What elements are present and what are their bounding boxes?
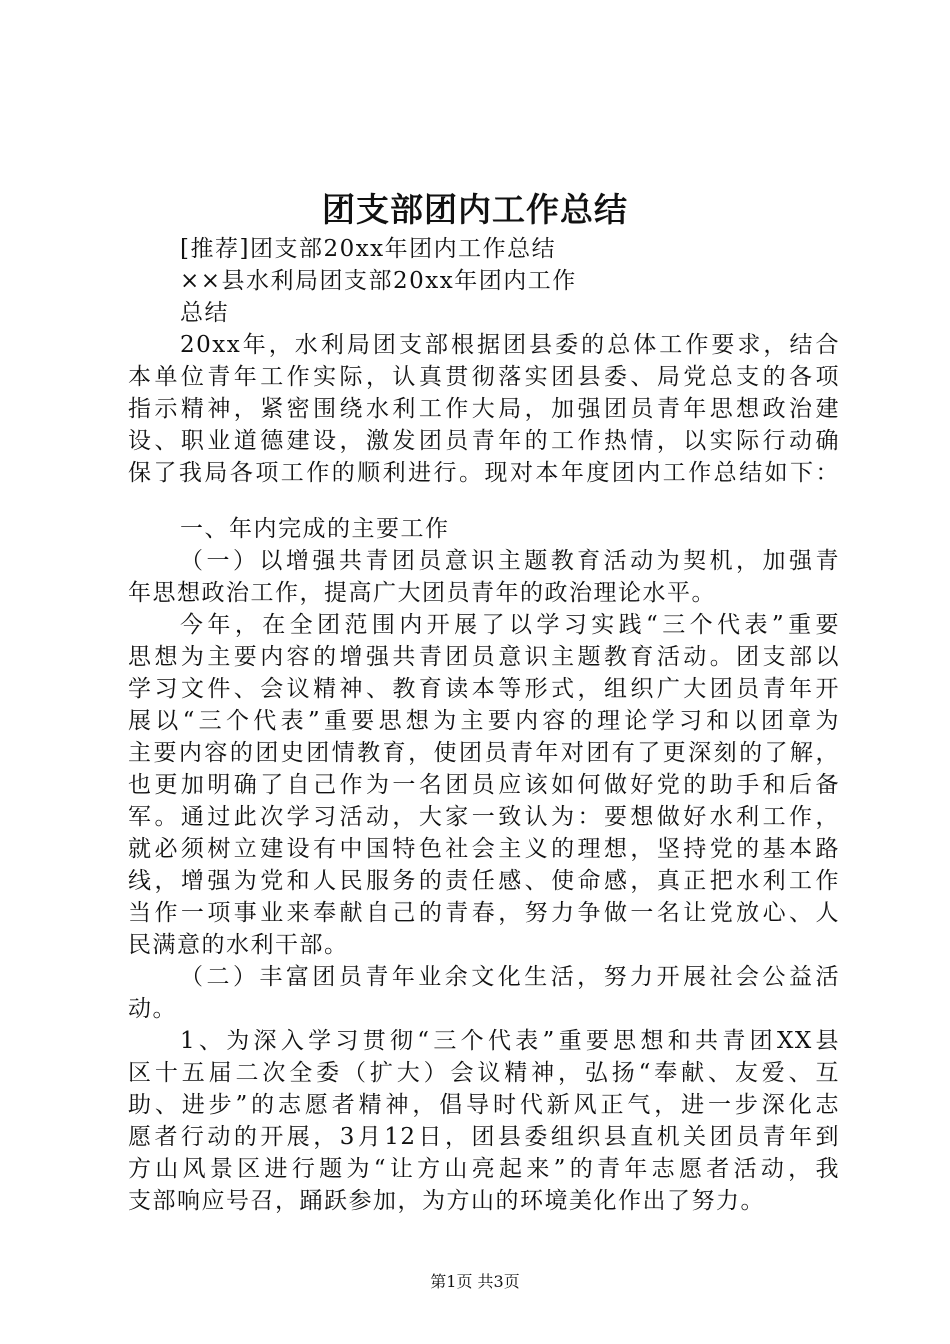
paragraph-line: 今年，在全团范围内开展了以学习实践“三个代表”重要 xyxy=(180,612,840,638)
subsection-heading-line: 动。 xyxy=(128,996,177,1022)
paragraph-line: 展以“三个代表”重要思想为主要内容的理论学习和以团章为 xyxy=(128,708,840,734)
paragraph-line: 区十五届二次全委（扩大）会议精神，弘扬“奉献、友爱、互 xyxy=(128,1060,840,1086)
paragraph-line: 支部响应号召，踊跃参加，为方山的环境美化作出了努力。 xyxy=(128,1188,765,1214)
paragraph-line: 也更加明确了自己作为一名团员应该如何做好党的助手和后备 xyxy=(128,772,840,798)
paragraph-line: 1、为深入学习贯彻“三个代表”重要思想和共青团XX县 xyxy=(180,1028,840,1054)
paragraph-line: 20xx年，水利局团支部根据团县委的总体工作要求，结合 xyxy=(180,332,840,358)
subtitle-line: 总结 xyxy=(180,300,229,326)
subsection-heading-line: 年思想政治工作，提高广大团员青年的政治理论水平。 xyxy=(128,580,716,606)
paragraph-line: 民满意的水利干部。 xyxy=(128,932,349,958)
document-title: 团支部团内工作总结 xyxy=(322,190,628,229)
paragraph-gap xyxy=(128,489,840,513)
paragraph-line: 助、进步”的志愿者精神，倡导时代新风正气，进一步深化志 xyxy=(128,1092,840,1118)
paragraph-line: 军。通过此次学习活动，大家一致认为：要想做好水利工作， xyxy=(128,804,840,830)
paragraph-line: 设、职业道德建设，激发团员青年的工作热情，以实际行动确 xyxy=(128,428,840,454)
subsection-heading-line: （一）以增强共青团员意识主题教育活动为契机，加强青 xyxy=(180,548,840,574)
paragraph-line: 主要内容的团史团情教育，使团员青年对团有了更深刻的了解， xyxy=(128,740,840,766)
subtitle-line: ××县水利局团支部20xx年团内工作 xyxy=(180,268,577,294)
paragraph-line: 就必须树立建设有中国特色社会主义的理想，坚持党的基本路 xyxy=(128,836,840,862)
paragraph-line: 当作一项事业来奉献自己的青春，努力争做一名让党放心、人 xyxy=(128,900,840,926)
paragraph-line: 线，增强为党和人民服务的责任感、使命感，真正把水利工作 xyxy=(128,868,840,894)
paragraph-line: 保了我局各项工作的顺利进行。现对本年度团内工作总结如下： xyxy=(128,460,840,486)
subsection-heading-line: （二）丰富团员青年业余文化生活，努力开展社会公益活 xyxy=(180,964,840,990)
document-body xyxy=(128,233,840,1217)
section-heading: 一、年内完成的主要工作 xyxy=(180,516,450,542)
paragraph-line: 本单位青年工作实际，认真贯彻落实团县委、局党总支的各项 xyxy=(128,364,840,390)
paragraph-line: 学习文件、会议精神、教育读本等形式，组织广大团员青年开 xyxy=(128,676,840,702)
paragraph-line: 愿者行动的开展，3月12日，团县委组织县直机关团员青年到 xyxy=(128,1124,840,1150)
paragraph-line: 指示精神，紧密围绕水利工作大局，加强团员青年思想政治建 xyxy=(128,396,840,422)
page-number: 第1页 共3页 xyxy=(430,1272,520,1291)
paragraph-line: 思想为主要内容的增强共青团员意识主题教育活动。团支部以 xyxy=(128,644,840,670)
subtitle-line: [推荐]团支部20xx年团内工作总结 xyxy=(180,236,557,262)
paragraph-line: 方山风景区进行题为“让方山亮起来”的青年志愿者活动，我 xyxy=(128,1156,840,1182)
